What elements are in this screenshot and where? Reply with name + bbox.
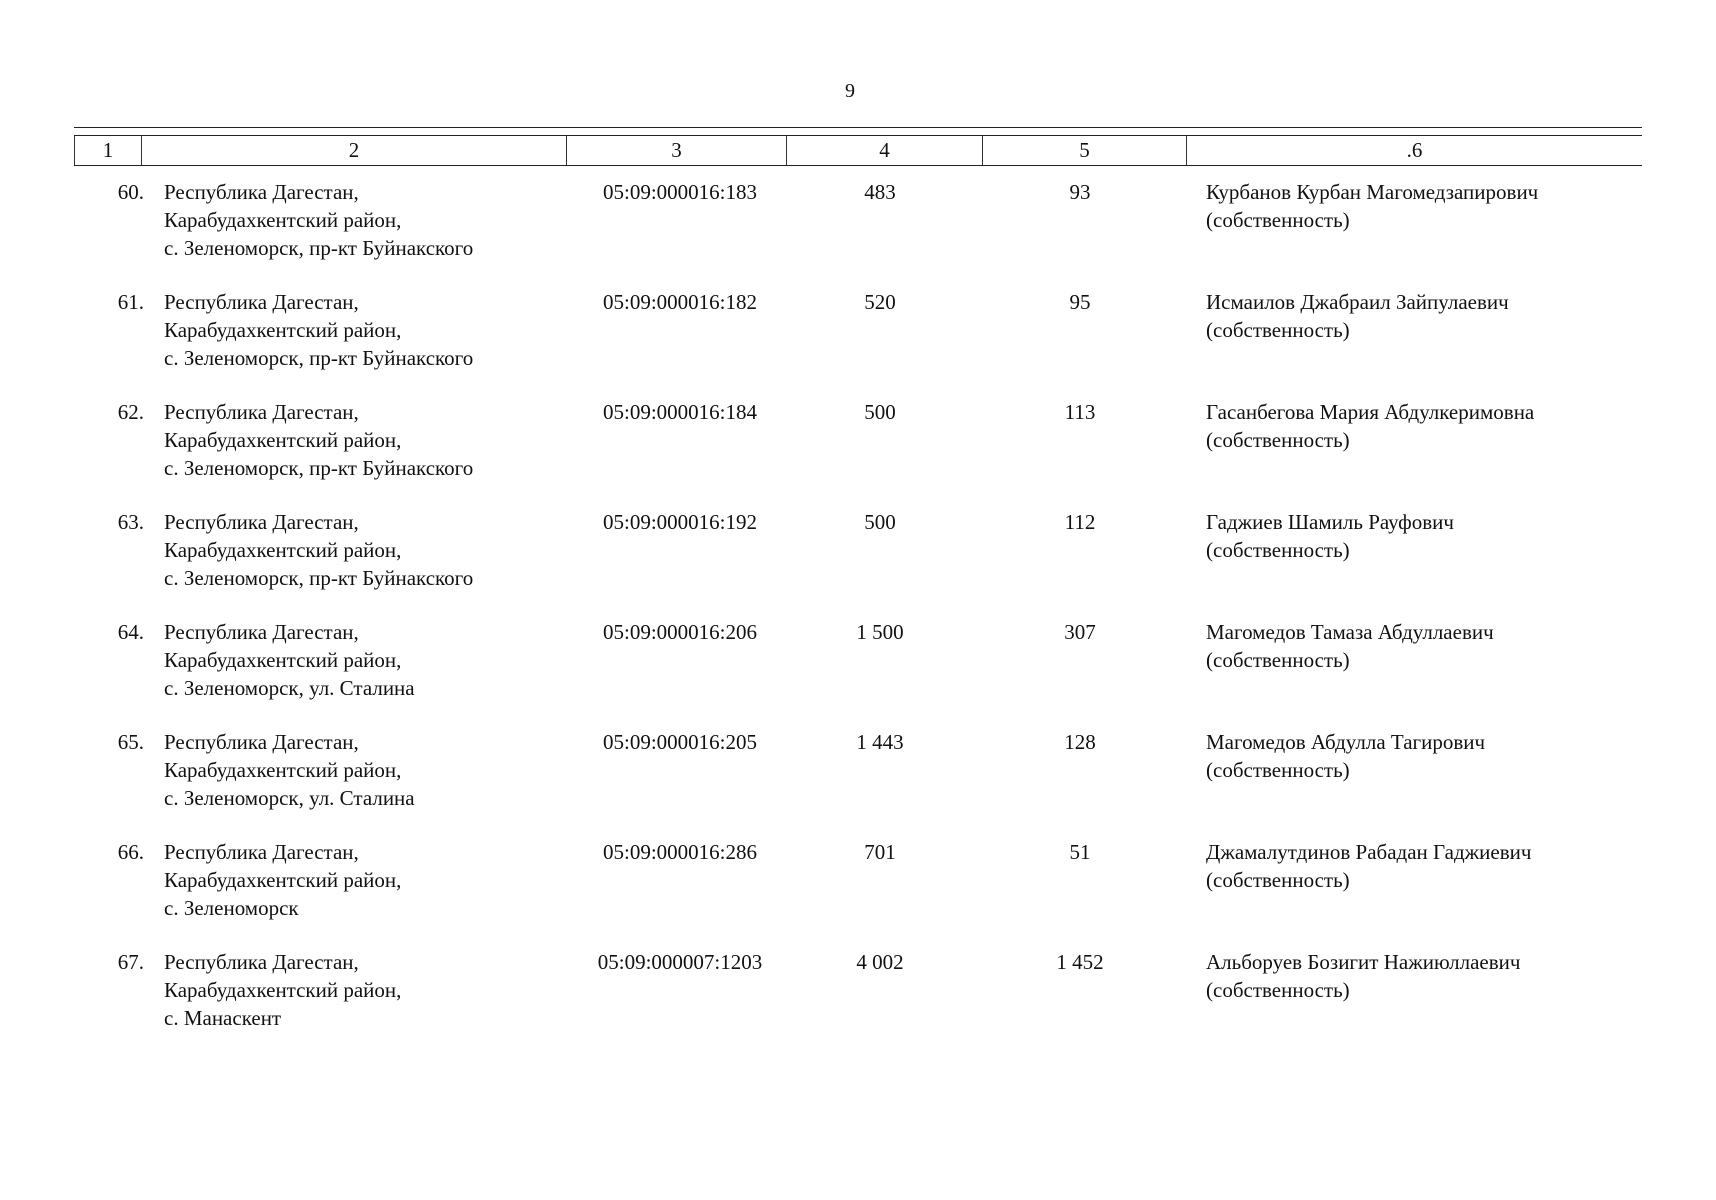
cadastral-number: 05:09:000016:205 (602, 730, 757, 754)
area-value: 1 443 (856, 730, 904, 754)
cost-value: 93 (1069, 180, 1091, 204)
ownership-type: (собственность) (1206, 648, 1350, 672)
column-header-3: 3 (566, 136, 786, 165)
owner (1180, 178, 1640, 288)
address-line: Республика Дагестан, (164, 730, 359, 754)
area-value: 500 (864, 400, 896, 424)
address-line: с. Зеленоморск, пр-кт Буйнакского (164, 236, 474, 260)
row-number: 63. (117, 510, 144, 534)
address-line: с. Зеленоморск, ул. Сталина (164, 786, 415, 810)
address-line: с. Манаскент (164, 1006, 282, 1030)
owner (1180, 618, 1640, 728)
address-line: Республика Дагестан, (164, 950, 359, 974)
cadastral-number: 05:09:000007:1203 (597, 950, 763, 974)
owner-name: Гаджиев Шамиль Рауфович (1206, 510, 1454, 534)
ownership-type: (собственность) (1206, 868, 1350, 892)
address-line: Карабудахкентский район, (164, 978, 402, 1002)
address-line: с. Зеленоморск, пр-кт Буйнакского (164, 346, 474, 370)
area-value: 483 (864, 180, 896, 204)
column-header-5: 5 (982, 136, 1186, 165)
area-value: 4 002 (856, 950, 904, 974)
address-line: с. Зеленоморск, пр-кт Буйнакского (164, 456, 474, 480)
cost-value: 307 (1064, 620, 1096, 644)
column-header-1: 1 (74, 136, 141, 165)
address-line: Карабудахкентский район, (164, 868, 402, 892)
cadastral-number: 05:09:000016:206 (602, 620, 757, 644)
address (150, 398, 580, 508)
area-value: 500 (864, 510, 896, 534)
owner (1180, 288, 1640, 398)
address (150, 178, 580, 288)
address-line: с. Зеленоморск (164, 896, 299, 920)
owner-name: Исмаилов Джабраил Зайпулаевич (1206, 290, 1509, 314)
address (150, 728, 580, 838)
address-line: Республика Дагестан, (164, 620, 359, 644)
address-line: Республика Дагестан, (164, 180, 359, 204)
address-line: Карабудахкентский район, (164, 758, 402, 782)
row-number: 60. (117, 180, 144, 204)
address-line: Республика Дагестан, (164, 290, 359, 314)
cost-value: 112 (1064, 510, 1096, 534)
address (150, 508, 580, 618)
table-row (74, 398, 1642, 508)
address-line: Республика Дагестан, (164, 400, 359, 424)
address (150, 618, 580, 728)
address-line: Карабудахкентский район, (164, 208, 402, 232)
ownership-type: (собственность) (1206, 318, 1350, 342)
owner (1180, 948, 1640, 1058)
top-rule (74, 127, 1642, 128)
address (150, 948, 580, 1058)
row-number: 62. (117, 400, 144, 424)
cadastral-number: 05:09:000016:184 (602, 400, 757, 424)
cadastral-number: 05:09:000016:182 (602, 290, 757, 314)
owner-name: Джамалутдинов Рабадан Гаджиевич (1206, 840, 1532, 864)
address-line: Карабудахкентский район, (164, 318, 402, 342)
column-header-2: 2 (141, 136, 566, 165)
table-row (74, 618, 1642, 728)
table-row (74, 728, 1642, 838)
row-number: 66. (117, 840, 144, 864)
cost-value: 113 (1064, 400, 1096, 424)
area-value: 1 500 (856, 620, 904, 644)
owner-name: Курбанов Курбан Магомедзапирович (1206, 180, 1539, 204)
page-number: 9 (845, 80, 855, 102)
ownership-type: (собственность) (1206, 758, 1350, 782)
table-row (74, 288, 1642, 398)
ownership-type: (собственность) (1206, 208, 1350, 232)
owner (1180, 508, 1640, 618)
owner-name: Альборуев Бозигит Нажиюллаевич (1206, 950, 1521, 974)
row-number: 67. (117, 950, 144, 974)
table-row (74, 838, 1642, 948)
owner-name: Магомедов Тамаза Абдуллаевич (1206, 620, 1494, 644)
cadastral-number: 05:09:000016:192 (602, 510, 757, 534)
row-number: 65. (117, 730, 144, 754)
ownership-type: (собственность) (1206, 428, 1350, 452)
area-value: 520 (864, 290, 896, 314)
table-row (74, 508, 1642, 618)
column-header-4: 4 (786, 136, 982, 165)
column-header-6: .6 (1186, 136, 1642, 165)
address-line: Республика Дагестан, (164, 510, 359, 534)
table-row (74, 178, 1642, 288)
table-row (74, 948, 1642, 1058)
address-line: с. Зеленоморск, ул. Сталина (164, 676, 415, 700)
row-number: 64. (117, 620, 144, 644)
owner (1180, 398, 1640, 508)
owner (1180, 728, 1640, 838)
address (150, 838, 580, 948)
owner (1180, 838, 1640, 948)
address-line: Карабудахкентский район, (164, 538, 402, 562)
cadastral-number: 05:09:000016:183 (602, 180, 757, 204)
table-body (74, 178, 1642, 1058)
address-line: Карабудахкентский район, (164, 648, 402, 672)
ownership-type: (собственность) (1206, 978, 1350, 1002)
address (150, 288, 580, 398)
cost-value: 1 452 (1056, 950, 1104, 974)
owner-name: Гасанбегова Мария Абдулкеримовна (1206, 400, 1535, 424)
row-number: 61. (117, 290, 144, 314)
address-line: Карабудахкентский район, (164, 428, 402, 452)
cost-value: 128 (1064, 730, 1096, 754)
cost-value: 95 (1069, 290, 1091, 314)
table-header (74, 135, 1642, 166)
owner-name: Магомедов Абдулла Тагирович (1206, 730, 1486, 754)
address-line: Республика Дагестан, (164, 840, 359, 864)
cadastral-number: 05:09:000016:286 (602, 840, 757, 864)
address-line: с. Зеленоморск, пр-кт Буйнакского (164, 566, 474, 590)
cost-value: 51 (1069, 840, 1091, 864)
area-value: 701 (864, 840, 896, 864)
ownership-type: (собственность) (1206, 538, 1350, 562)
